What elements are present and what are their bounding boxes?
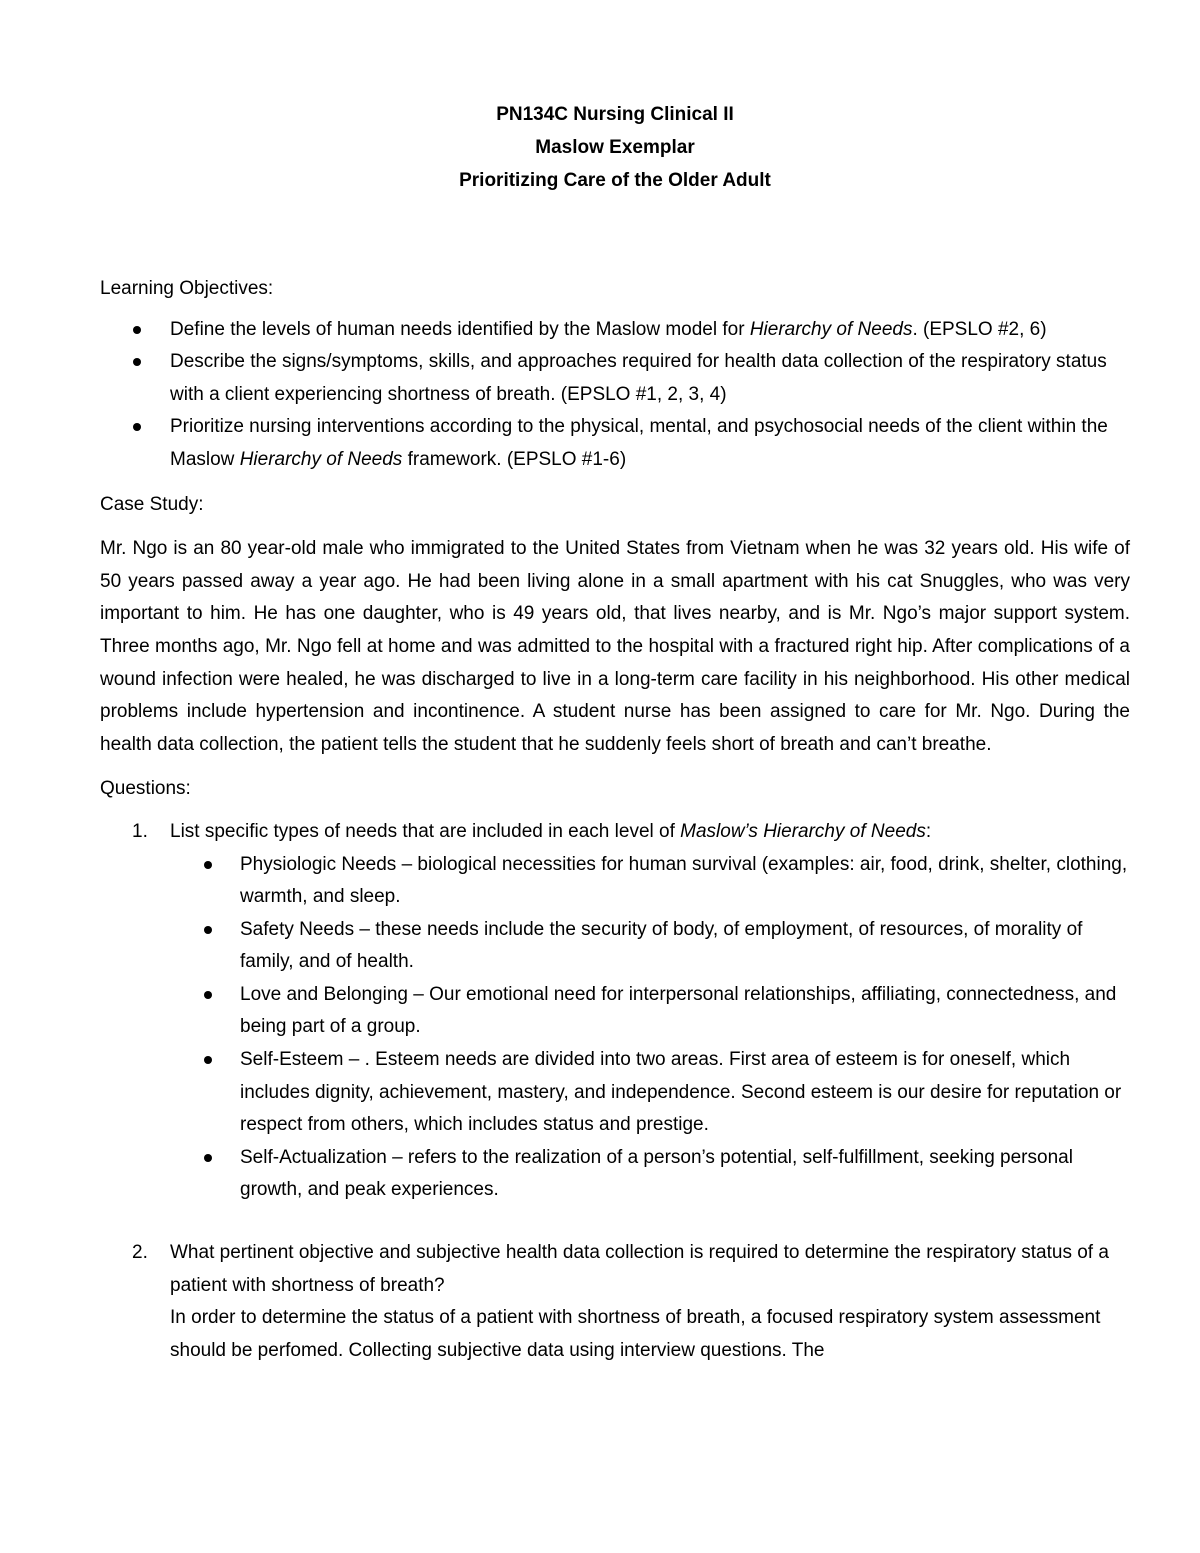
course-title: PN134C Nursing Clinical II: [496, 104, 734, 125]
document-title: [100, 98, 1130, 197]
question-2: [132, 1237, 1130, 1367]
question-number: 1.: [132, 820, 148, 842]
question-2-answer: In order to determine the status of a patient with shortness of breath, a focused respiratory system assessment should be perfomed. Collecting subjective data using interview questions. The: [170, 1307, 1101, 1361]
objective-item: Define the levels of human needs identified by the Maslow model for Hierarchy of Needs. (EPSLO #2, 6): [170, 314, 1130, 347]
questions-heading: Questions:: [100, 778, 191, 800]
need-item-safety: Safety Needs – these needs include the security of body, of employment, of resources, of morality of family, and of health.: [240, 914, 1130, 979]
learning-objectives-heading: Learning Objectives:: [100, 278, 274, 299]
case-study-text: Mr. Ngo is an 80 year-old male who immigrated to the United States from Vietnam when he was 32 years old. His wife of 50 years passed away a year ago. He had been living alone in a small apartment with his cat Snuggles, who was very important to him. He has one daughter, who is 49 years old, that lives nearby, and is Mr. Ngo’s major support system. Three months ago, Mr. Ngo fell at home and was admitted to the hospital with a fractured right hip. After complications of a wound infection were healed, he was discharged to live in a long-term care facility in his neighborhood. His other medical problems include hypertension and incontinence. A student nurse has been assigned to care for Mr. Ngo. During the health data collection, the patient tells the student that he suddenly feels short of breath and can’t breathe.: [100, 538, 1130, 755]
learning-objectives-list: [100, 314, 1130, 477]
document-body: [100, 98, 1130, 1367]
question-number: 2.: [132, 1242, 148, 1264]
need-item-physiologic: Physiologic Needs – biological necessities for human survival (examples: air, food, drink, shelter, clothing, warmth, and sleep.: [240, 849, 1130, 914]
topic-title: Prioritizing Care of the Older Adult: [459, 170, 771, 191]
need-item-love-belonging: Love and Belonging – Our emotional need for interpersonal relationships, affiliating, connectedness, and being part of a group.: [240, 979, 1130, 1044]
need-item-self-actualization: Self-Actualization – refers to the realization of a person’s potential, self-fulfillment, seeking personal growth, and peak experiences.: [240, 1142, 1130, 1207]
objective-item: Describe the signs/symptoms, skills, and approaches required for health data collection of the respiratory status with a client experiencing shortness of breath. (EPSLO #1, 2, 3, 4): [170, 346, 1130, 411]
questions-list: [100, 816, 1130, 1368]
question-1: 1. List specific types of needs that are included in each level of Maslow’s Hierarchy of Needs: Physiologic Needs – biological necessities for human survival (examples: air, food, drink, shelter, clothing, warmth, and sleep. Safety Needs – these needs include the security of body, of employment, of resources, of morality of family, and of health. Love and Belonging – Our emotional need for interpersonal relationships, affiliating, connectedness, and being part of a group. Self-Esteem – . Esteem needs are divided into two areas. First area of esteem is for oneself, which includes dignity, achievement, mastery, and independence. Second esteem is our desire for reputation or respect from others, which includes status and prestige. Self-Actualization – refers to the realization of a person’s potential, self-fulfillment, seeking personal growth, and peak experiences.: [170, 816, 1130, 1207]
objective-item: Prioritize nursing interventions according to the physical, mental, and psychosocial needs of the client within the Maslow Hierarchy of Needs framework. (EPSLO #1-6): [170, 411, 1130, 476]
exemplar-title: Maslow Exemplar: [535, 137, 695, 158]
question-2-text: What pertinent objective and subjective health data collection is required to determine the respiratory status of a patient with shortness of breath?: [170, 1242, 1109, 1296]
case-study-heading: Case Study:: [100, 493, 204, 515]
needs-list: [170, 849, 1130, 1208]
need-item-self-esteem: Self-Esteem – . Esteem needs are divided into two areas. First area of esteem is for oneself, which includes dignity, achievement, mastery, and independence. Second esteem is our desire for reputation or respect from others, which includes status and prestige.: [240, 1044, 1130, 1142]
